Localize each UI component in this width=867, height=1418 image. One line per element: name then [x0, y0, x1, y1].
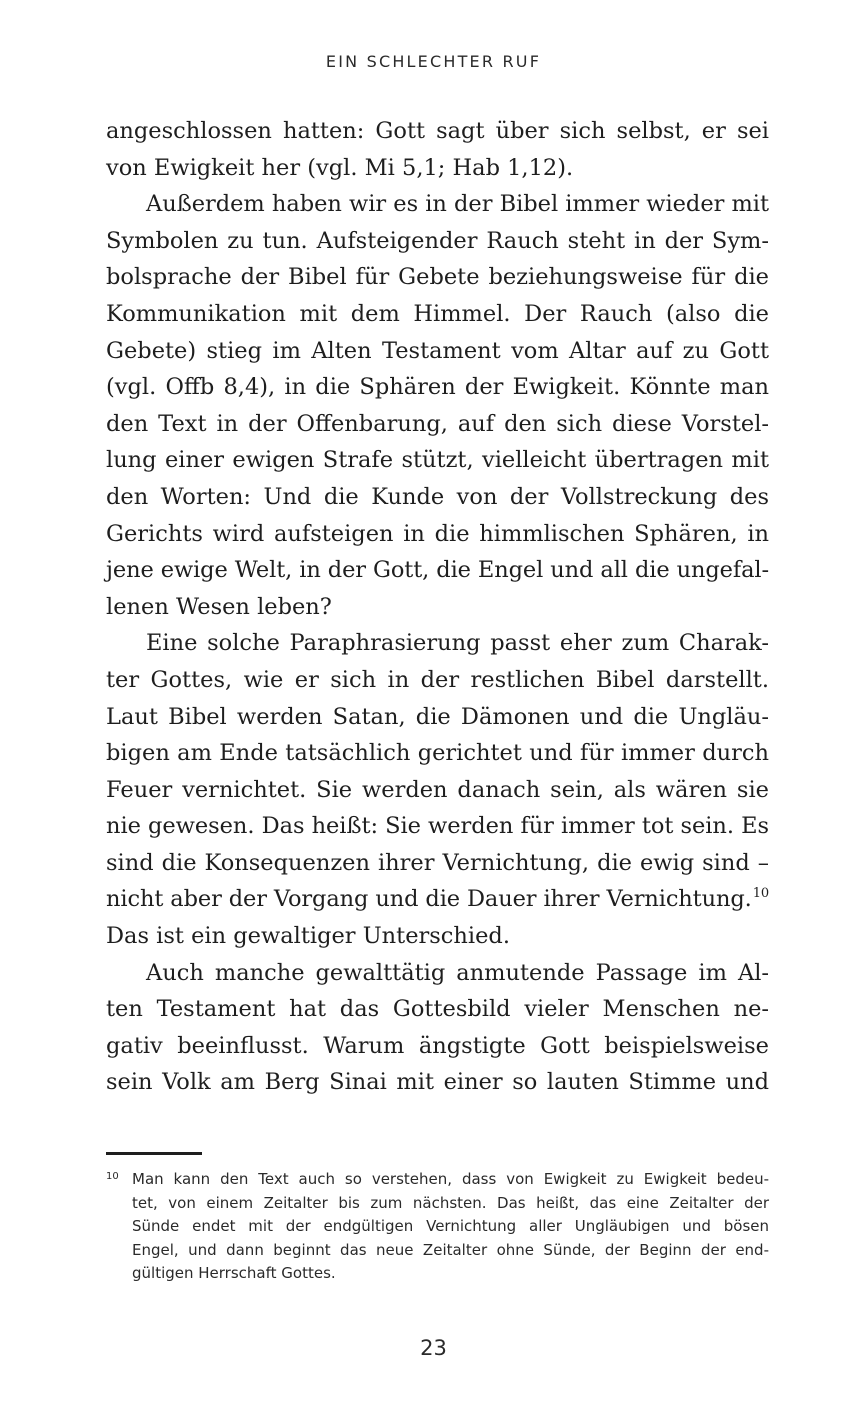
text-line: Das ist ein gewaltiger Unterschied. [106, 923, 510, 950]
footnote-number: 10 [106, 1171, 119, 1182]
text-line: lenen Wesen leben? [106, 593, 332, 620]
text-line: ten Testament hat das Gottesbild vieler Menschen ne- [106, 996, 769, 1023]
text-line: den Worten: Und die Kunde von der Vollstreckung des [106, 483, 769, 510]
text-line: Gerichts wird aufsteigen in die himmlischen Sphären, in [106, 520, 769, 547]
text-line: ter Gottes, wie er sich in der restlichen Bibel darstellt. [106, 666, 769, 693]
text-line: angeschlossen hatten: Gott sagt über sich selbst, er sei [106, 118, 769, 144]
text-line-with-footnote [106, 881, 769, 918]
page-number: 23 [420, 1336, 447, 1360]
footnote-line: Man kann den Text auch so verstehen, dass von Ewigkeit zu Ewigkeit bedeu- [132, 1170, 769, 1188]
footnote-line: Engel, und dann beginnt das neue Zeitalter ohne Sünde, der Beginn der end- [132, 1240, 769, 1259]
body-text [106, 113, 769, 1101]
text-line: bolsprache der Bibel für Gebete beziehungsweise für die [106, 264, 769, 291]
paragraph-first-line: Auch manche gewalttätig anmutende Passage im Al- [146, 959, 769, 986]
text-line: Gebete) stieg im Alten Testament vom Altar auf zu Gott [106, 337, 769, 364]
text-line: nie gewesen. Das heißt: Sie werden für immer tot sein. Es [106, 813, 769, 840]
footnote [106, 1168, 769, 1286]
paragraph-first-line: Außerdem haben wir es in der Bibel immer wieder mit [146, 191, 769, 218]
footnote-line: tet, von einem Zeitalter bis zum nächsten. Das heißt, das eine Zeitalter der [132, 1193, 769, 1212]
text-line-content: nicht aber der Vorgang und die Dauer ihrer Vernichtung. [106, 886, 752, 913]
text-line: lung einer ewigen Strafe stützt, vielleicht übertragen mit [106, 447, 769, 474]
footnote-reference[interactable]: 10 [752, 886, 769, 902]
text-line: bigen am Ende tatsächlich gerichtet und für immer durch [106, 740, 769, 767]
text-line: Feuer vernichtet. Sie werden danach sein, als wären sie [106, 776, 769, 803]
text-line: gativ beeinflusst. Warum ängstigte Gott beispielsweise [106, 1032, 769, 1059]
running-head: EIN SCHLECHTER RUF [325, 52, 542, 71]
text-line: (vgl. Offb 8,4), in die Sphären der Ewigkeit. Könnte man [106, 374, 769, 401]
text-line: jene ewige Welt, in der Gott, die Engel und all die ungefal- [106, 557, 770, 584]
text-line: Laut Bibel werden Satan, die Dämonen und die Ungläu- [106, 703, 769, 730]
text-line: den Text in der Offenbarung, auf den sich diese Vorstel- [106, 410, 769, 437]
text-line: sein Volk am Berg Sinai mit einer so lauten Stimme und [106, 1069, 769, 1096]
footnote-text [132, 1168, 769, 1286]
text-line: Symbolen zu tun. Aufsteigender Rauch steht in der Sym- [106, 227, 769, 254]
text-line: sind die Konsequenzen ihrer Vernichtung, die ewig sind – [106, 849, 769, 876]
text-line: von Ewigkeit her (vgl. Mi 5,1; Hab 1,12). [106, 154, 574, 181]
paragraph-first-line: Eine solche Paraphrasierung passt eher zum Charak- [146, 630, 769, 657]
footnote-line: gültigen Herrschaft Gottes. [132, 1264, 336, 1283]
footnote-line: Sünde endet mit der endgültigen Vernichtung aller Ungläubigen und bösen [132, 1217, 769, 1236]
footnote-divider [106, 1152, 202, 1155]
text-line: Kommunikation mit dem Himmel. Der Rauch (also die [106, 300, 769, 327]
